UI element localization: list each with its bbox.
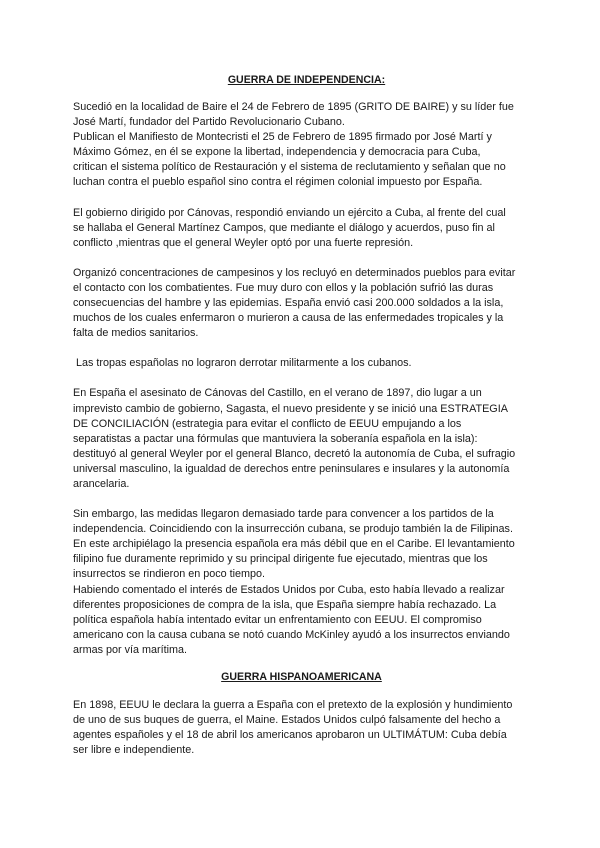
text-line: separatistas a pactar una fórmulas que mantuviera la soberanía española en la isla): [73, 432, 478, 445]
text-line: En este archipiélago la presencia española era más débil que en el Caribe. El levantamiento [73, 538, 515, 551]
text-line: americano con la causa cubana se notó cuando McKinley ayudó a los insurrectos enviando [73, 628, 510, 641]
text-line: independencia. Coincidiendo con la insurrección cubana, se produjo también la de Filipinas. [73, 523, 513, 536]
paragraph-grito-de-baire [73, 100, 530, 191]
text-line: arancelaria. [73, 477, 130, 490]
text-line: luchan contra el pueblo español sino contra el régimen colonial impuesto por España. [73, 176, 483, 189]
text-line: diferentes proposiciones de compra de la isla, que España siempre había rechazado. La [73, 598, 497, 611]
text-line: DE CONCILIACIÓN (estrategia para evitar el conflicto de EEUU empujando a los [73, 417, 462, 430]
text-line: se hallaba el General Martínez Campos, que mediante el diálogo y acuerdos, puso fin al [73, 221, 495, 234]
text-line: conflicto ,mientras que el general Weyler optó por una fuerte represión. [73, 236, 414, 249]
text-line: Sin embargo, las medidas llegaron demasiado tarde para convencer a los partidos de la [73, 508, 494, 521]
text-line: Las tropas españolas no lograron derrotar militarmente a los cubanos. [73, 357, 412, 370]
text-line: El gobierno dirigido por Cánovas, respondió enviando un ejército a Cuba, al frente del cual [73, 206, 506, 219]
text-line: universal masculino, la igualdad de derechos entre peninsulares e insulares y la autonomía [73, 462, 510, 475]
text-line: armas por vía marítima. [73, 643, 187, 656]
text-line: política española había intentado evitar un enfrentamiento con EEUU. El compromiso [73, 613, 482, 626]
paragraph-canovas-response [73, 206, 530, 251]
text-line: Publican el Manifiesto de Montecristi el 25 de Febrero de 1895 firmado por José Martí y [73, 131, 492, 144]
text-line: consecuencias del hambre y las epidemias. España envió casi 200.000 soldados a la isla, [73, 297, 504, 310]
text-line: imprevisto cambio de gobierno, Sagasta, el nuevo presidente y se inició una ESTRATEGIA [73, 402, 508, 415]
text-line: el contacto con los combatientes. Fue muy duro con ellos y la población sufrió las duras [73, 281, 494, 294]
paragraph-estrategia-conciliacion [73, 386, 530, 492]
paragraph-tropas-espanolas [73, 356, 530, 371]
paragraph-filipinas-eeuu [73, 507, 530, 658]
text-line: falta de medios sanitarios. [73, 327, 199, 340]
text-line: de uno de sus buques de guerra, el Maine. Estados Unidos culpó falsamente del hecho a [73, 714, 501, 727]
text-line: Organizó concentraciones de campesinos y los recluyó en determinados pueblos para evitar [73, 266, 516, 279]
text-line: muchos de los cuales enfermaron o murieron a causa de las enfermedades tropicales y la [73, 312, 504, 325]
text-line: filipino fue duramente reprimido y su principal dirigente fue ejecutado, mientras que los [73, 553, 488, 566]
text-line: insurrectos se rindieron en poco tiempo. [73, 568, 266, 581]
text-line: destituyó al general Weyler por el general Blanco, decretó la autonomía de Cuba, el sufragio [73, 447, 516, 460]
text-line: Máximo Gómez, en él se expone la libertad, independencia y democracia para Cuba, [73, 146, 481, 159]
heading-guerra-hispanoamericana: GUERRA HISPANOAMERICANA [221, 671, 382, 683]
text-line: José Martí, fundador del Partido Revolucionario Cubano. [73, 116, 345, 129]
text-line: En 1898, EEUU le declara la guerra a España con el pretexto de la explosión y hundimiento [73, 699, 513, 711]
text-line: ser libre e independiente. [73, 744, 195, 757]
heading-guerra-independencia: GUERRA DE INDEPENDENCIA: [227, 74, 386, 86]
paragraph-maine-ultimatum [73, 698, 530, 758]
text-line: agentes españoles y el 18 de abril los americanos aprobaron un ULTIMÁTUM: Cuba debía [73, 729, 507, 742]
text-line: Sucedió en la localidad de Baire el 24 de Febrero de 1895 (GRITO DE BAIRE) y su líder fue [73, 101, 514, 113]
text-line: Habiendo comentado el interés de Estados Unidos por Cuba, esto había llevado a realizar [73, 583, 505, 596]
text-line: En España el asesinato de Cánovas del Castillo, en el verano de 1897, dio lugar a un [73, 387, 482, 400]
text-line: critican el sistema político de Restauración y el sistema de reclutamiento y señalan que no [73, 161, 506, 174]
paragraph-weyler-concentrations [73, 266, 530, 341]
